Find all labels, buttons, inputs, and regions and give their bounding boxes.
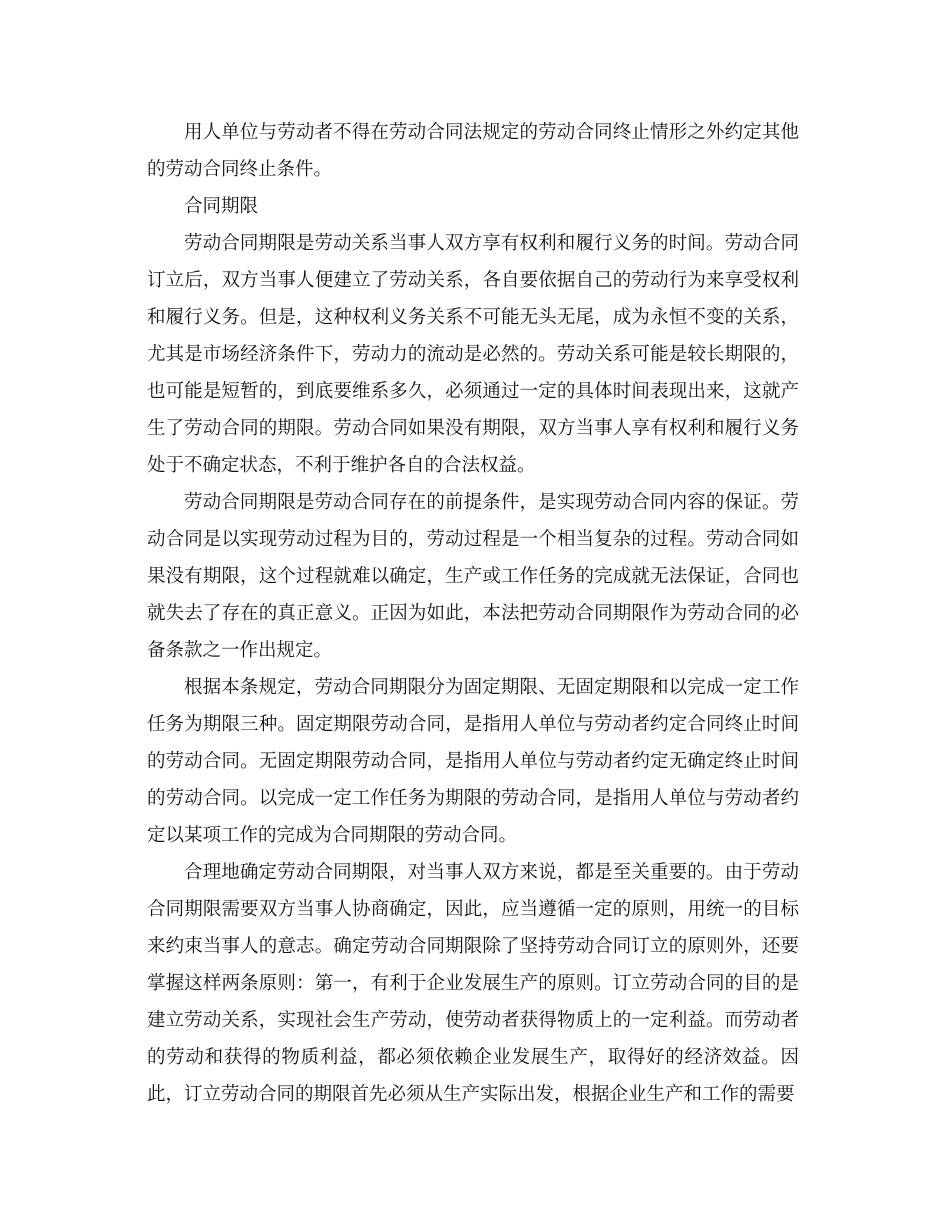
section-heading-contract-term: 合同期限 (184, 196, 259, 217)
paragraph-termination-conditions: 用人单位与劳动者不得在劳动合同法规定的劳动合同终止情形之外约定其他的劳动合同终止条件。 (147, 122, 799, 180)
document-body (147, 114, 799, 1113)
paragraph-term-principles: 合理地确定劳动合同期限，对当事人双方来说，都是至关重要的。由于劳动合同期限需要双方当事人协商确定，因此，应当遵循一定的原则，用统一的目标来约束当事人的意志。确定劳动合同期限除了坚持劳动合同订立的原则外，还要掌握这样两条原则：第一，有利于企业发展生产的原则。订立劳动合同的目的是建立劳动关系，实现社会生产劳动，使劳动者获得物质上的一定利益。而劳动者的劳动和获得的物质利益，都必须依赖企业发展生产，取得好的经济效益。因此，订立劳动合同的期限首先必须从生产实际出发，根据企业生产和工作的需要 (147, 862, 799, 1105)
paragraph-term-precondition: 劳动合同期限是劳动合同存在的前提条件，是实现劳动合同内容的保证。劳动合同是以实现劳动过程为目的，劳动过程是一个相当复杂的过程。劳动合同如果没有期限，这个过程就难以确定，生产或工作任务的完成就无法保证，合同也就失去了存在的真正意义。正因为如此，本法把劳动合同期限作为劳动合同的必备条款之一作出规定。 (147, 492, 799, 661)
paragraph-term-definition: 劳动合同期限是劳动关系当事人双方享有权利和履行义务的时间。劳动合同订立后，双方当事人便建立了劳动关系，各自要依据自己的劳动行为来享受权利和履行义务。但是，这种权利义务关系不可能无头无尾，成为永恒不变的关系，尤其是市场经济条件下，劳动力的流动是必然的。劳动关系可能是较长期限的，也可能是短暂的，到底要维系多久，必须通过一定的具体时间表现出来，这就产生了劳动合同的期限。劳动合同如果没有期限，双方当事人享有权利和履行义务处于不确定状态，不利于维护各自的合法权益。 (147, 233, 799, 476)
paragraph-term-types: 根据本条规定，劳动合同期限分为固定期限、无固定期限和以完成一定工作任务为期限三种。固定期限劳动合同，是指用人单位与劳动者约定合同终止时间的劳动合同。无固定期限劳动合同，是指用人单位与劳动者约定无确定终止时间的劳动合同。以完成一定工作任务为期限的劳动合同，是指用人单位与劳动者约定以某项工作的完成为合同期限的劳动合同。 (147, 677, 799, 846)
